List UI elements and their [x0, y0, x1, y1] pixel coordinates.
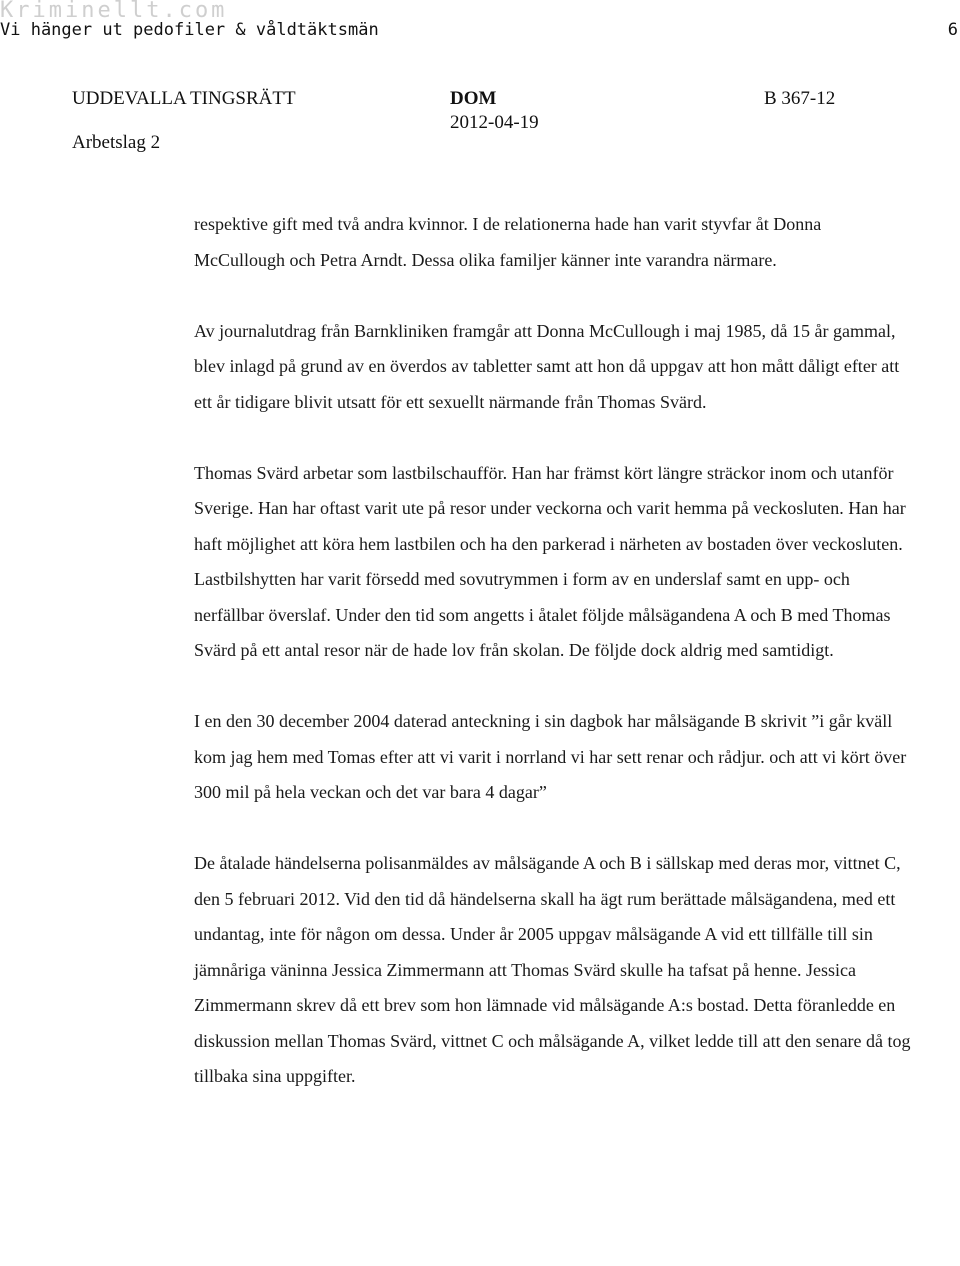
document-date: 2012-04-19	[450, 112, 539, 133]
paragraph: respektive gift med två andra kvinnor. I de relationerna hade han varit styvfar åt Donna McCullough och Petra Arndt. Dessa olika familjer känner inte varandra närmare.	[194, 214, 822, 270]
site-header	[0, 0, 960, 48]
paragraph: Av journalutdrag från Barnkliniken framgår att Donna McCullough i maj 1985, då 15 år gammal, blev inlagd på grund av en överdos av tabletter samt att hon då uppgav att hon mått dåligt efter att ett år tidigare blivit utsatt för ett sexuellt närmande från Thomas Svärd.	[194, 320, 900, 412]
paragraph: De åtalade händelserna polisanmäldes av målsägande A och B i sällskap med deras mor, vittnet C, den 5 februari 2012. Vid den tid då händelserna skall ha ägt rum berättade målsägandena, med ett undantag, inte för någon om dessa. Under år 2005 uppgav målsägande A vid ett tillfälle till sin jämnåriga väninna Jessica Zimmermann att Thomas Svärd skulle ha tafsat på henne. Jessica Zimmermann skrev då ett brev som hon lämnade vid målsägande A:s bostad. Detta föranledde en diskussion mellan Thomas Svärd, vittnet C och målsägande A, vilket ledde till att den senare då tog tillbaka sina uppgifter.	[194, 853, 911, 1086]
page-number: 6	[947, 20, 958, 40]
site-watermark: Kriminellt.com	[0, 0, 228, 23]
case-number: B 367-12	[764, 88, 836, 109]
court-name: UDDEVALLA TINGSRÄTT	[72, 88, 296, 109]
document-header	[0, 86, 960, 166]
division-name: Arbetslag 2	[72, 132, 161, 153]
paragraph: I en den 30 december 2004 daterad anteckning i sin dagbok har målsägande B skrivit ”i går kväll kom jag hem med Tomas efter att vi varit i norrland vi har sett renar och rådjur. och att vi kört över 300 mil på hela veckan och det var bara 4 dagar”	[194, 711, 907, 802]
document-body	[194, 207, 914, 1130]
site-tagline: Vi hänger ut pedofiler & våldtäktsmän	[0, 20, 379, 40]
document-type: DOM	[450, 88, 497, 109]
paragraph: Thomas Svärd arbetar som lastbilschaufför. Han har främst kört längre sträckor inom och utanför Sverige. Han har oftast varit ute på resor under veckorna och varit hemma på veckosluten. Han har haft möjlighet att köra hem lastbilen och ha den parkerad i närheten av bostaden över veckosluten. Lastbilshytten har varit försedd med sovutrymmen i form av en underslaf samt en upp- och nerfällbar överslaf. Under den tid som angetts i åtalet följde målsägandena A och B med Thomas Svärd på ett antal resor när de hade lov från skolan. De följde dock aldrig med samtidigt.	[194, 462, 906, 660]
